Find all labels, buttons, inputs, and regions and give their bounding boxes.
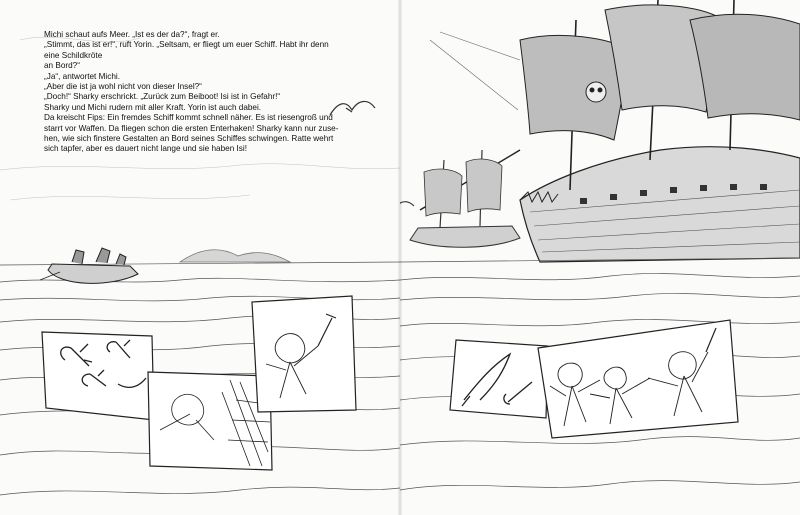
panel-pirate [252, 296, 356, 412]
story-line: Da kreischt Fips: Ein fremdes Schiff kommt schnell näher. Es ist riesengroß und [44, 113, 333, 123]
story-line: eine Schildkröte [44, 50, 103, 60]
story-line: hen, wie sich finstere Gestalten an Bord seines Schiffes schwingen. Ratte wehrt [44, 134, 334, 144]
panel-grappling-hooks [42, 332, 154, 420]
story-line: an Bord?“ [44, 61, 80, 71]
story-line: Sharky und Michi rudern mit aller Kraft. Yorin ist auch dabei. [44, 102, 262, 112]
story-line: sich tapfer, aber es dauert nicht lange und sie haben Isi! [44, 144, 247, 154]
book-gutter [398, 0, 402, 515]
rowboat-icon [40, 248, 138, 283]
story-line: Michi schaut aufs Meer. „Ist es der da?“, fragt er. [44, 30, 220, 39]
right-page [400, 0, 800, 515]
story-line: „Aber die ist ja wohl nicht von dieser Insel?“ [44, 82, 202, 92]
panel-boarding [148, 372, 272, 470]
story-line: „Doch!“ Sharky erschrickt. „Zurück zum Beiboot! Isi ist in Gefahr!“ [44, 92, 281, 102]
panel-cutlass [450, 340, 548, 418]
story-line: „Stimmt, das ist er!“, ruft Yorin. „Seltsam, er fliegt um euer Schiff. Habt ihr denn [44, 40, 329, 50]
story-line: „Ja“, antwortet Michi. [44, 71, 120, 81]
story-line: starrt vor Waffen. Da fliegen schon die ersten Enterhaken! Sharky kann nur zuse- [44, 123, 339, 133]
bird-icon [400, 202, 414, 210]
panel-sword-fight [538, 320, 738, 438]
story-text [44, 30, 384, 155]
island-icon [180, 250, 290, 262]
right-page-sketch [400, 0, 800, 515]
pirate-ship-icon [420, 0, 800, 262]
small-ship-icon [410, 150, 520, 247]
